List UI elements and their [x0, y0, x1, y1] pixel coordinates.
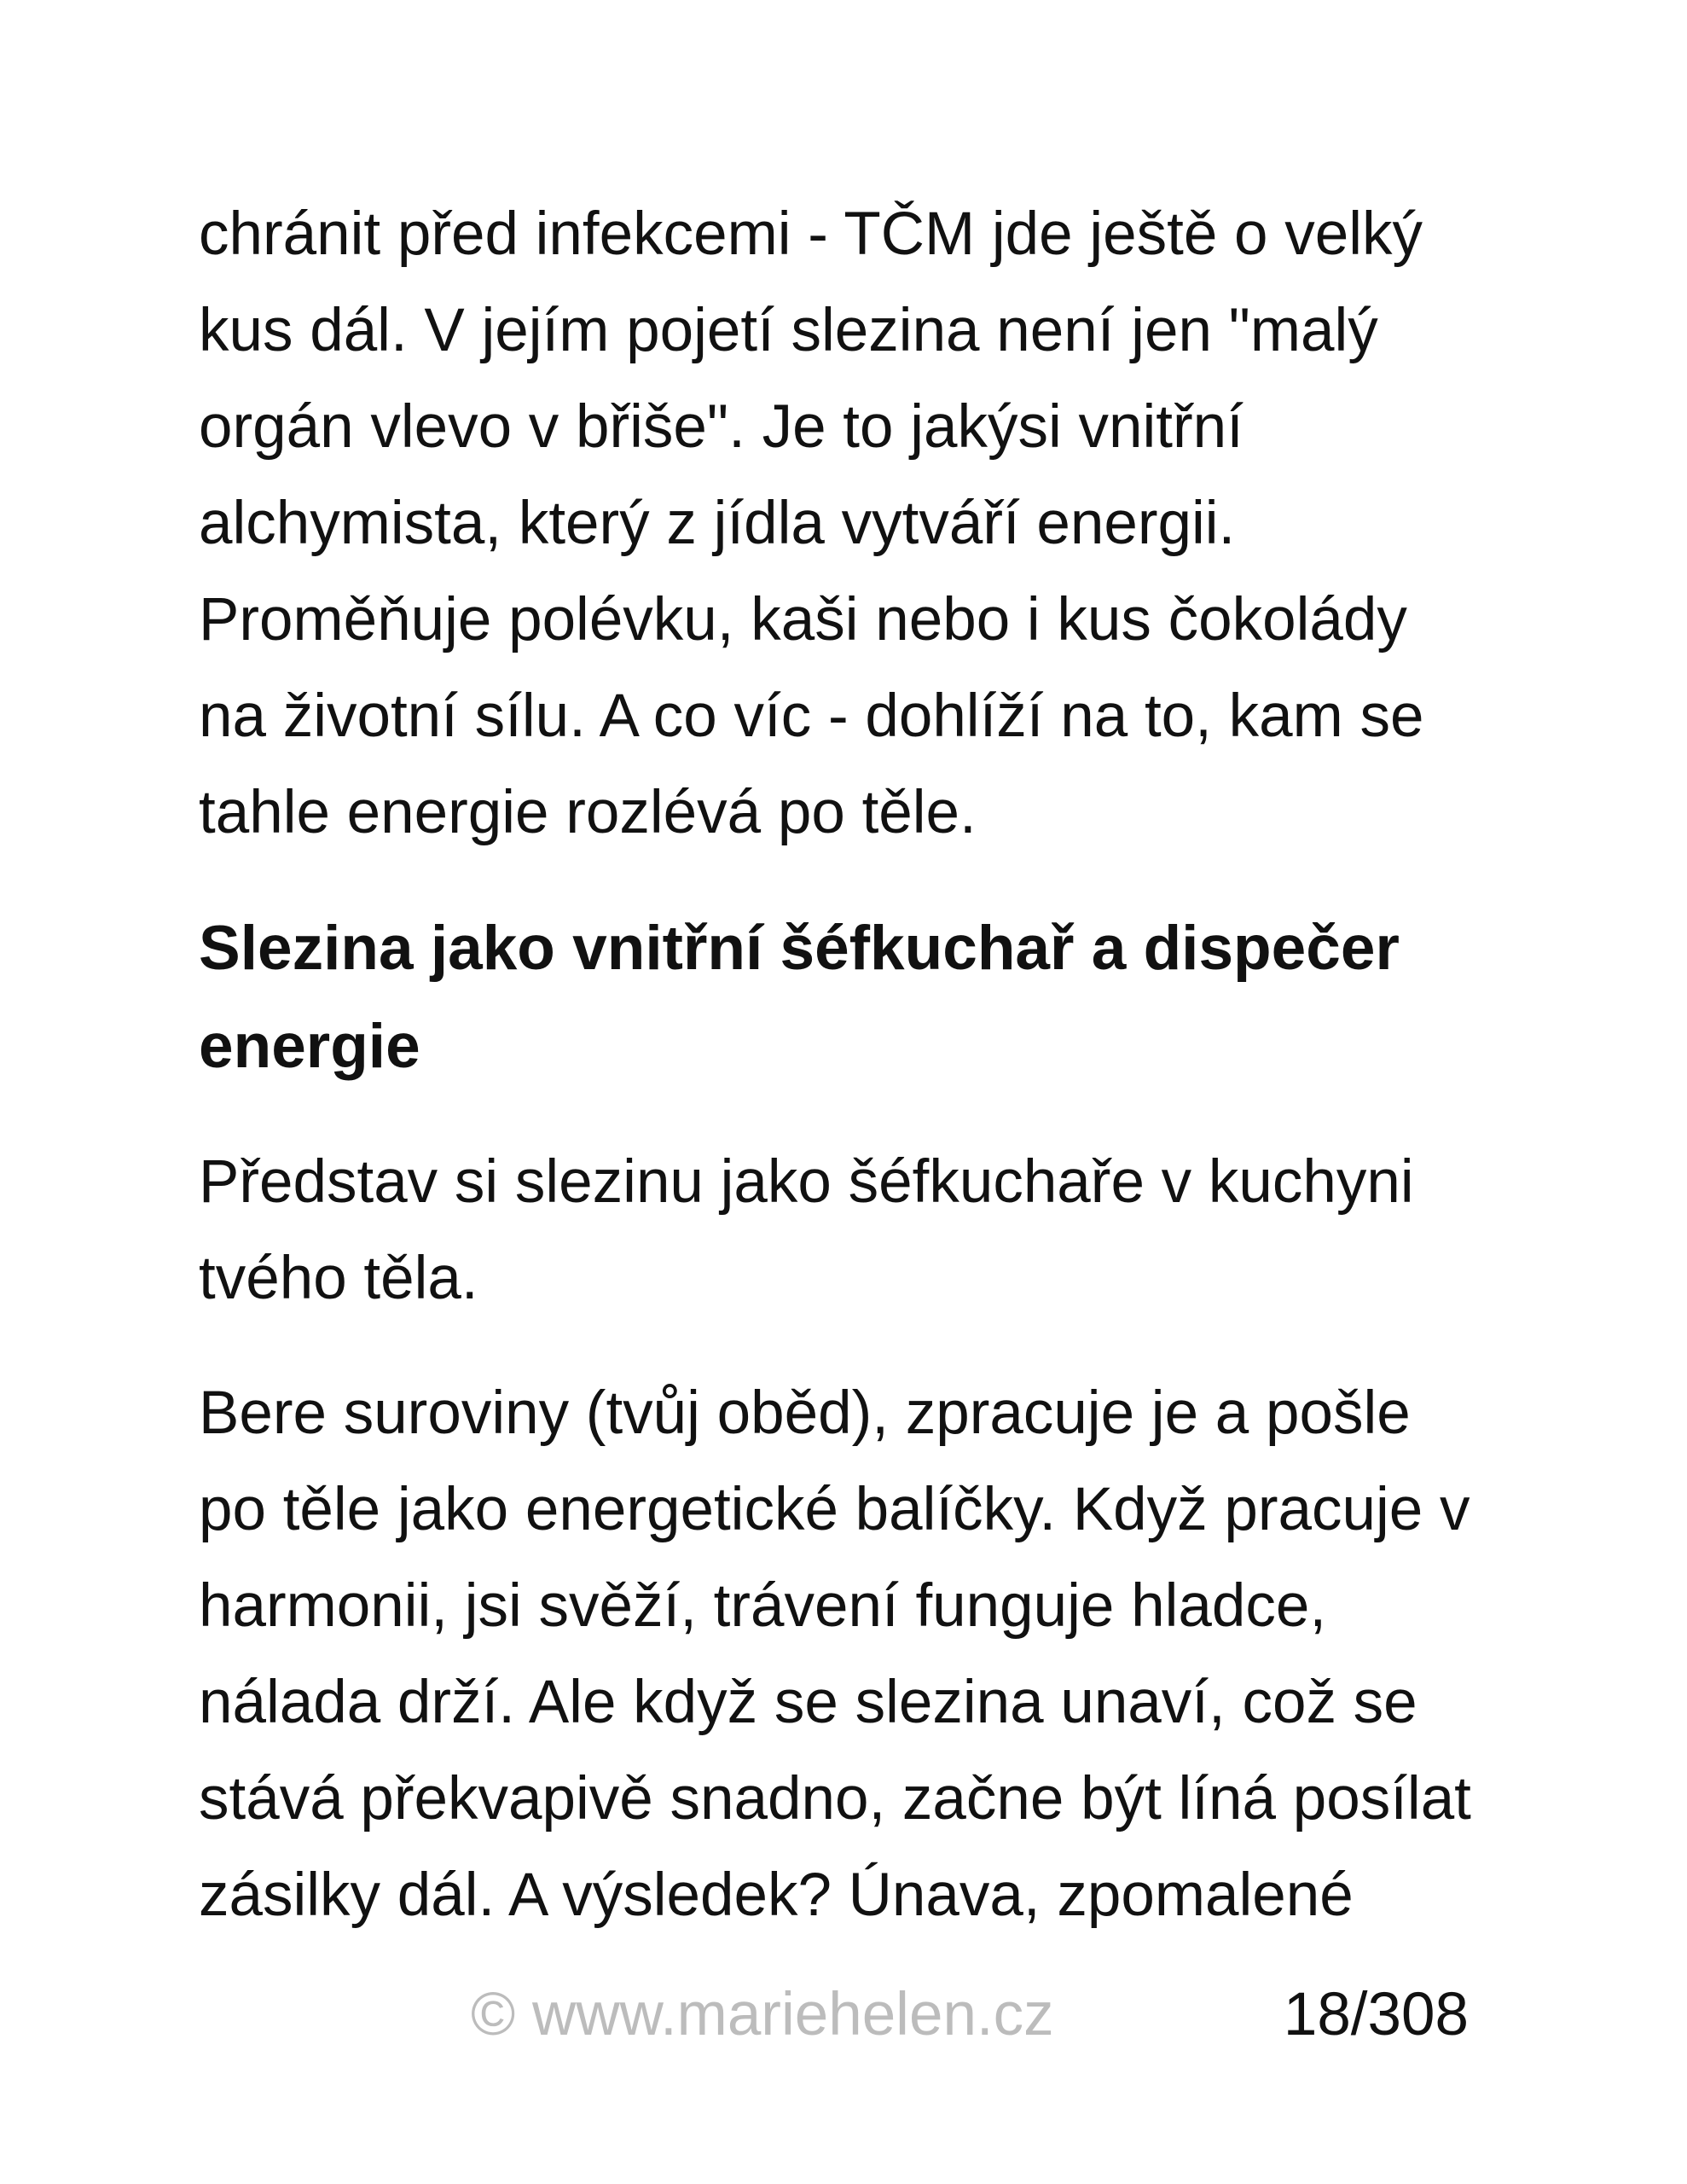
- heading-line: energie: [199, 1012, 420, 1081]
- text-line: nálada drží. Ale když se slezina unaví, což se: [199, 1669, 1417, 1736]
- text-line: kus dál. V jejím pojetí slezina není jen "malý: [199, 297, 1378, 364]
- text-line: orgán vlevo v břiše". Je to jakýsi vnitřní: [199, 393, 1244, 461]
- text-line: alchymista, který z jídla vytváří energii.: [199, 490, 1236, 557]
- paragraph-energy-packets: [199, 1365, 1529, 1943]
- text-line: Bere suroviny (tvůj oběd), zpracuje je a pošle: [199, 1380, 1411, 1447]
- text-line: tvého těla.: [199, 1245, 478, 1312]
- text-line: zásilky dál. A výsledek? Únava, zpomalené: [199, 1862, 1354, 1929]
- page-footer: [0, 1966, 1687, 2063]
- copyright-text: © www.mariehelen.cz: [471, 1981, 1054, 2048]
- text-line: chránit před infekcemi - TČM jde ještě o velký: [199, 200, 1423, 268]
- heading-line: Slezina jako vnitřní šéfkuchař a dispečer: [199, 914, 1400, 983]
- paragraph-chef-metaphor: [199, 1134, 1529, 1327]
- body-text: [199, 0, 1529, 1982]
- paragraph-spleen-intro: [199, 0, 1529, 861]
- text-line: Představ si slezinu jako šéfkuchaře v kuchyni: [199, 1148, 1414, 1216]
- text-line: po těle jako energetické balíčky. Když pracuje v: [199, 1476, 1470, 1543]
- section-heading: [199, 899, 1529, 1095]
- text-line: Proměňuje polévku, kaši nebo i kus čokolády: [199, 586, 1407, 653]
- text-line: stává překvapivě snadno, začne být líná posílat: [199, 1765, 1471, 1833]
- text-line: na životní sílu. A co víc - dohlíží na to, kam se: [199, 682, 1424, 750]
- text-line: harmonii, jsi svěží, trávení funguje hladce,: [199, 1572, 1327, 1640]
- text-line: tahle energie rozlévá po těle.: [199, 779, 977, 846]
- page-number: 18/308: [1283, 1981, 1469, 2048]
